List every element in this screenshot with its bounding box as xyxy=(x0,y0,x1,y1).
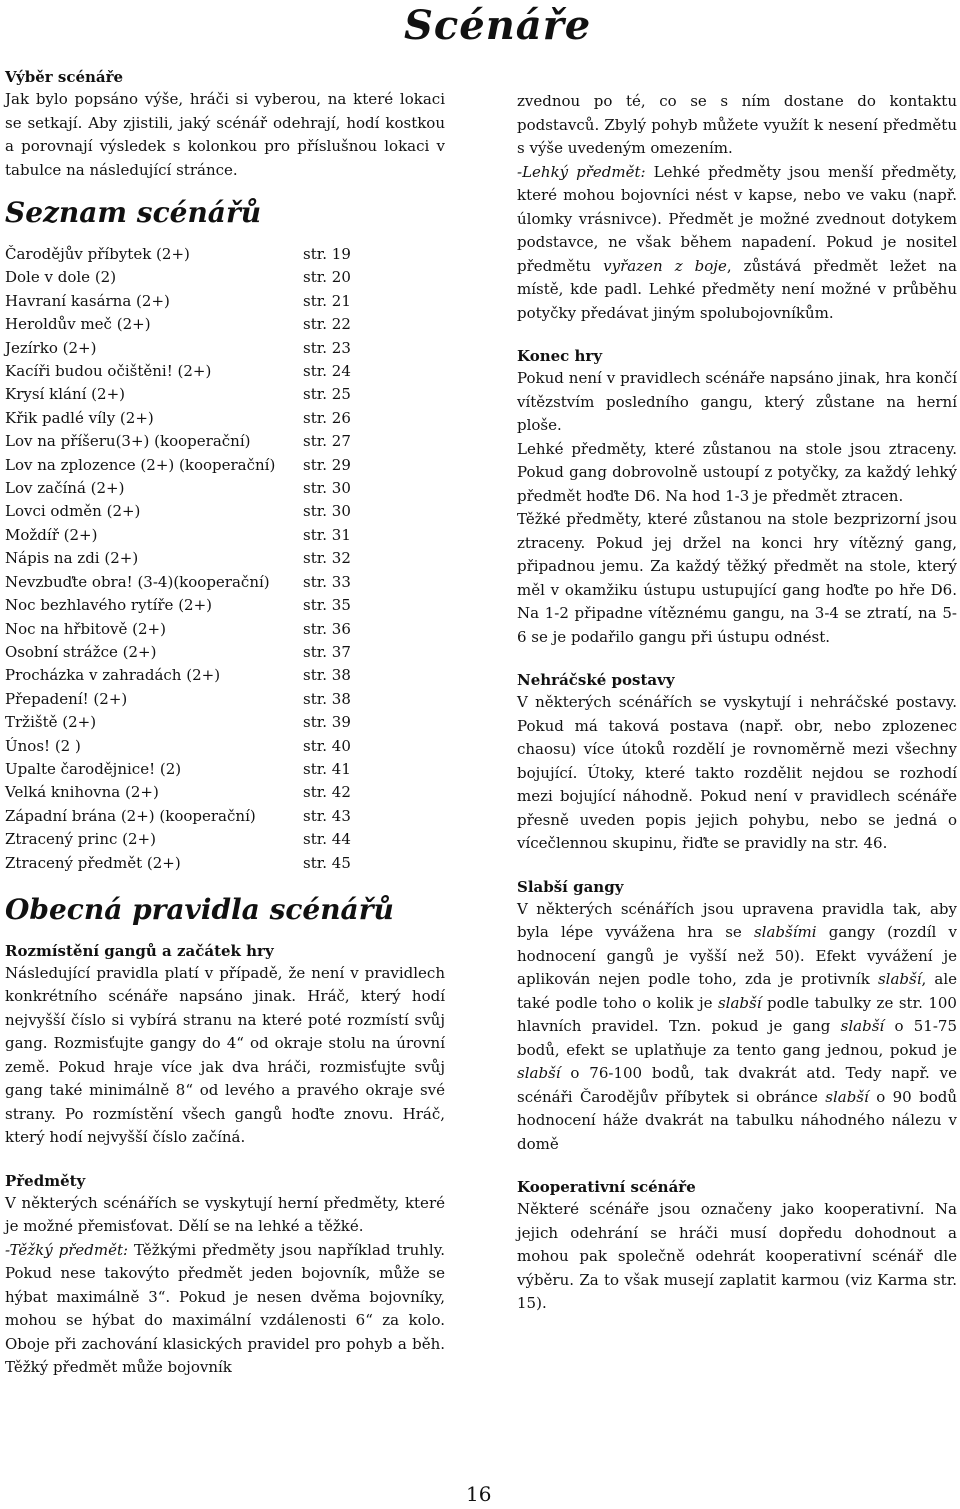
scenario-name: Dole v dole (2) xyxy=(5,268,117,287)
coop-heading: Kooperativní scénáře xyxy=(517,1178,696,1196)
scenario-page: str. 37 xyxy=(303,642,351,661)
weaker-t4: podle tabulky ze str. 100 hlavních pravidel. Tzn. pokud je gang xyxy=(517,993,957,1035)
placement-heading: Rozmístění gangů a začátek hry xyxy=(5,941,274,960)
scenario-name: Lovci odměn (2+) xyxy=(5,502,141,521)
page-number: 16 xyxy=(466,1482,492,1506)
weaker-t7: o 90 bodů hodnocení háže dvakrát na tabulku náhodného nálezu v domě xyxy=(517,1087,958,1153)
scenario-name: Ztracený princ (2+) xyxy=(5,830,156,849)
scenario-list-item xyxy=(5,383,445,406)
scenario-page: str. 21 xyxy=(303,291,351,310)
scenario-name: Lov na příšeru(3+) (kooperační) xyxy=(5,432,251,451)
page-title: Scénáře xyxy=(404,2,592,49)
scenario-list-item xyxy=(5,805,445,828)
scenario-list-item xyxy=(5,243,445,266)
scenario-name: Velká knihovna (2+) xyxy=(5,783,159,802)
scenario-list-item xyxy=(5,430,445,453)
left-column xyxy=(5,66,445,1380)
scenario-page: str. 42 xyxy=(303,783,351,802)
weaker-gangs-heading: Slabší gangy xyxy=(517,877,624,896)
scenario-name: Moždíř (2+) xyxy=(5,525,98,544)
scenario-list-item xyxy=(5,735,445,758)
scenario-list-heading: Seznam scénářů xyxy=(5,196,262,229)
coop-text: Některé scénáře jsou označeny jako kooperativní. Na jejich odehrání se hráči musí dopředu dohodnout a mohou pak společně odehrát kooperativní scénář dle výběru. Za to však musejí zaplatit karmou (viz Karma str. 15). xyxy=(517,1200,957,1312)
weaker-i4: slabší xyxy=(840,1017,885,1035)
end-game-text-2: Lehké předměty, které zůstanou na stole jsou ztraceny. Pokud gang dobrovolně ustoupí z potyčky, za každý lehký předmět hoďte D6. Na hod 1-3 je předmět ztracen. xyxy=(517,439,957,505)
scenario-list-item xyxy=(5,524,445,547)
scenario-name: Noc bezhlavého rytíře (2+) xyxy=(5,596,213,615)
scenario-name: Křik padlé víly (2+) xyxy=(5,408,154,427)
items-text xyxy=(5,1192,445,1380)
weaker-t6: o 76-100 bodů, tak dvakrát atd. Tedy např. ve scénáři Čarodějův příbytek si obránce xyxy=(517,1064,957,1106)
scenario-name: Jezírko (2+) xyxy=(5,338,97,357)
scenario-list-item xyxy=(5,781,445,804)
scenario-list-item xyxy=(5,500,445,523)
scenario-page: str. 38 xyxy=(303,666,351,685)
end-game-text-1: Pokud není v pravidlech scénáře napsáno jinak, hra končí vítězstvím posledního gangu, který zůstane na herní ploše. xyxy=(517,369,957,434)
scenario-page: str. 43 xyxy=(303,806,351,825)
scenario-page: str. 19 xyxy=(303,245,351,263)
scenario-list xyxy=(5,243,445,875)
scenario-page: str. 36 xyxy=(303,619,351,638)
scenario-page: str. 31 xyxy=(303,525,351,544)
scenario-page: str. 38 xyxy=(303,689,351,708)
end-game-heading: Konec hry xyxy=(517,347,603,365)
scenario-page: str. 44 xyxy=(303,830,351,849)
placement-text: Následující pravidla platí v případě, že není v pravidlech konkrétního scénáře napsáno jinak. Hráč, který hodí nejvyšší číslo si vybírá stranu na které poté rozmístí svůj gang. Rozmisťujte gangy do 4“ od okraje stolu na úrovní země. Pokud hraje více jak dva hráči, rozmisťujte svůj gang také minimálně 8“ od levého a pravého okraje své strany. Po rozmístění všech gangů hoďte znovu. Hráč, který hodí nejvyšší číslo začíná. xyxy=(5,963,445,1147)
scenario-list-item xyxy=(5,594,445,617)
items-intro: V některých scénářích se vyskytují herní předměty, které je možné přemisťovat. Dělí se na lehké a těžké. xyxy=(5,1193,445,1236)
scenario-name: Kacíři budou očištěni! (2+) xyxy=(5,362,212,381)
non-player-text: V některých scénářích se vyskytují i nehráčské postavy. Pokud má taková postava (např. obr, nebo zplozenec chaosu) více útoků rozdělí je rovnoměrně mezi všechny bojující. Útoky, které takto rozdělit nejdou se rozhodí mezi bojující náhodně. Pokud není v pravidlech scénáře přesně uveden popis jejich pohybu, nebo se jedná o vícečlennou skupinu, řiďte se pravidly na str. 46. xyxy=(517,693,957,852)
scenario-list-item xyxy=(5,290,445,313)
scenario-name: Noc na hřbitově (2+) xyxy=(5,619,166,638)
scenario-page: str. 39 xyxy=(303,713,351,732)
scenario-name: Lov začíná (2+) xyxy=(5,479,125,498)
non-player-heading: Nehráčské postavy xyxy=(517,671,675,689)
scenario-page: str. 40 xyxy=(303,736,351,755)
scenario-page: str. 20 xyxy=(303,268,351,287)
scenario-name: Heroldův meč (2+) xyxy=(5,315,151,334)
scenario-page: str. 30 xyxy=(303,479,351,498)
items-heading: Předměty xyxy=(5,1171,86,1190)
scenario-list-item xyxy=(5,266,445,289)
light-item-label: -Lehký předmět: xyxy=(517,162,646,181)
weaker-t3: , ale také podle toho o kolik je xyxy=(517,970,958,1012)
scenario-page: str. 29 xyxy=(303,455,351,474)
scenario-page: str. 35 xyxy=(303,596,351,615)
scenario-name: Osobní strážce (2+) xyxy=(5,642,157,661)
scenario-page: str. 25 xyxy=(303,385,351,404)
heavy-item-text: Těžkými předměty jsou například truhly. Pokud nese takovýto předmět jeden bojovník, může se hýbat maximálně 3“. Pokud je nesen dvěma bojovníky, mohou se hýbat do maximální vzdálenosti 6“ za kolo. Oboje při zachování klasických pravidel pro pohyb a běh. Těžký předmět může bojovník xyxy=(5,1240,445,1377)
weaker-i1: slabšími xyxy=(753,923,817,941)
scenario-name: Havraní kasárna (2+) xyxy=(5,291,170,310)
scenario-page: str. 26 xyxy=(303,408,351,427)
scenario-page: str. 33 xyxy=(303,572,351,591)
scenario-list-item xyxy=(5,337,445,360)
scenario-list-item xyxy=(5,571,445,594)
scenario-name: Únos! (2 ) xyxy=(5,736,81,755)
scenario-list-item xyxy=(5,618,445,641)
scenario-name: Západní brána (2+) (kooperační) xyxy=(5,806,256,825)
weaker-t1: V některých scénářích jsou upravena pravidla tak, aby byla lépe vyvážena hra se xyxy=(517,899,957,941)
intro-text: Jak bylo popsáno výše, hráči si vyberou, na které lokaci se setkají. Aby zjistili, jaký scénář odehrají, hodí kostkou a porovnají výsledek s kolonkou pro příslušnou lokaci v tabulce na následující stránce. xyxy=(5,90,445,179)
scenario-list-item xyxy=(5,313,445,336)
scenario-name: Nápis na zdi (2+) xyxy=(5,549,139,568)
scenario-list-item xyxy=(5,641,445,664)
right-column xyxy=(517,90,957,1316)
scenario-page: str. 41 xyxy=(303,759,351,778)
scenario-list-item xyxy=(5,852,445,875)
scenario-list-item xyxy=(5,711,445,734)
scenario-list-item xyxy=(5,477,445,500)
scenario-name: Lov na zplozence (2+) (kooperační) xyxy=(5,455,276,474)
scenario-name: Krysí klání (2+) xyxy=(5,385,125,404)
items-continued: zvednou po té, co se s ním dostane do kontaktu podstavců. Zbylý pohyb můžete využít k nesení předmětu s výše uvedeným omezením. xyxy=(517,92,957,157)
weaker-gangs-text xyxy=(517,898,957,1157)
light-item-text-1: Lehké předměty jsou menší předměty, které mohou bojovníci nést v kapse, nebo ve vaku (např. úlomky vrásnivce). Předmět je možné zvednout dotykem podstavce, ne však během napadení. Pokud je nositel předmětu xyxy=(517,162,957,275)
scenario-name: Tržiště (2+) xyxy=(5,713,97,732)
heavy-item-label: -Těžký předmět: xyxy=(5,1240,129,1259)
scenario-page: str. 24 xyxy=(303,362,351,381)
scenario-page: str. 22 xyxy=(303,315,351,334)
scenario-list-item xyxy=(5,454,445,477)
scenario-name: Procházka v zahradách (2+) xyxy=(5,666,221,685)
end-game-text-3: Těžké předměty, které zůstanou na stole bezprizorní jsou ztraceny. Pokud jej držel na konci hry vítězný gang, připadnou jemu. Za každý těžký předmět na stole, který měl v okamžiku ústupu ustupující gang hoďte po hře D6. Na 1-2 připadne vítěznému gangu, na 3-4 se ztratí, na 5-6 se je podařilo gangu při ústupu odnést. xyxy=(517,510,957,646)
scenario-page: str. 30 xyxy=(303,502,351,521)
scenario-page: str. 45 xyxy=(303,853,351,872)
weaker-i2: slabší xyxy=(877,970,922,988)
weaker-i6: slabší xyxy=(825,1087,869,1106)
light-item-text-2: , zůstává předmět ležet na místě, kde padl. Lehké předměty není možné v průběhu potyčky předávat jiným spolubojovníkům. xyxy=(517,256,958,322)
weaker-i3: slabší xyxy=(717,993,762,1012)
scenario-list-item xyxy=(5,407,445,430)
scenario-list-item xyxy=(5,688,445,711)
intro-heading: Výběr scénáře xyxy=(5,68,124,86)
scenario-name: Přepadení! (2+) xyxy=(5,689,128,708)
scenario-page: str. 32 xyxy=(303,549,351,568)
scenario-list-item xyxy=(5,828,445,851)
scenario-page: str. 27 xyxy=(303,432,351,451)
general-rules-heading: Obecná pravidla scénářů xyxy=(5,892,394,926)
scenario-name: Upalte čarodějnice! (2) xyxy=(5,759,182,778)
scenario-list-item xyxy=(5,360,445,383)
weaker-i5: slabší xyxy=(517,1064,561,1082)
light-item-text xyxy=(517,161,957,326)
weaker-t5: o 51-75 bodů, efekt se uplatňuje za tento gang jednou, pokud je xyxy=(517,1017,957,1059)
scenario-list-item xyxy=(5,547,445,570)
scenario-list-item xyxy=(5,758,445,781)
scenario-name: Čarodějův příbytek (2+) xyxy=(5,245,190,263)
scenario-name: Nevzbuďte obra! (3-4)(kooperační) xyxy=(5,572,270,591)
weaker-t2: gangy (rozdíl v hodnocení gangů je vyšší než 50). Efekt vyvážení je aplikován nejen podle toho, zda je protivník xyxy=(517,923,957,988)
light-item-italic: vyřazen z boje xyxy=(603,256,727,275)
scenario-page: str. 23 xyxy=(303,338,351,357)
scenario-name: Ztracený předmět (2+) xyxy=(5,853,181,872)
scenario-list-item xyxy=(5,664,445,687)
